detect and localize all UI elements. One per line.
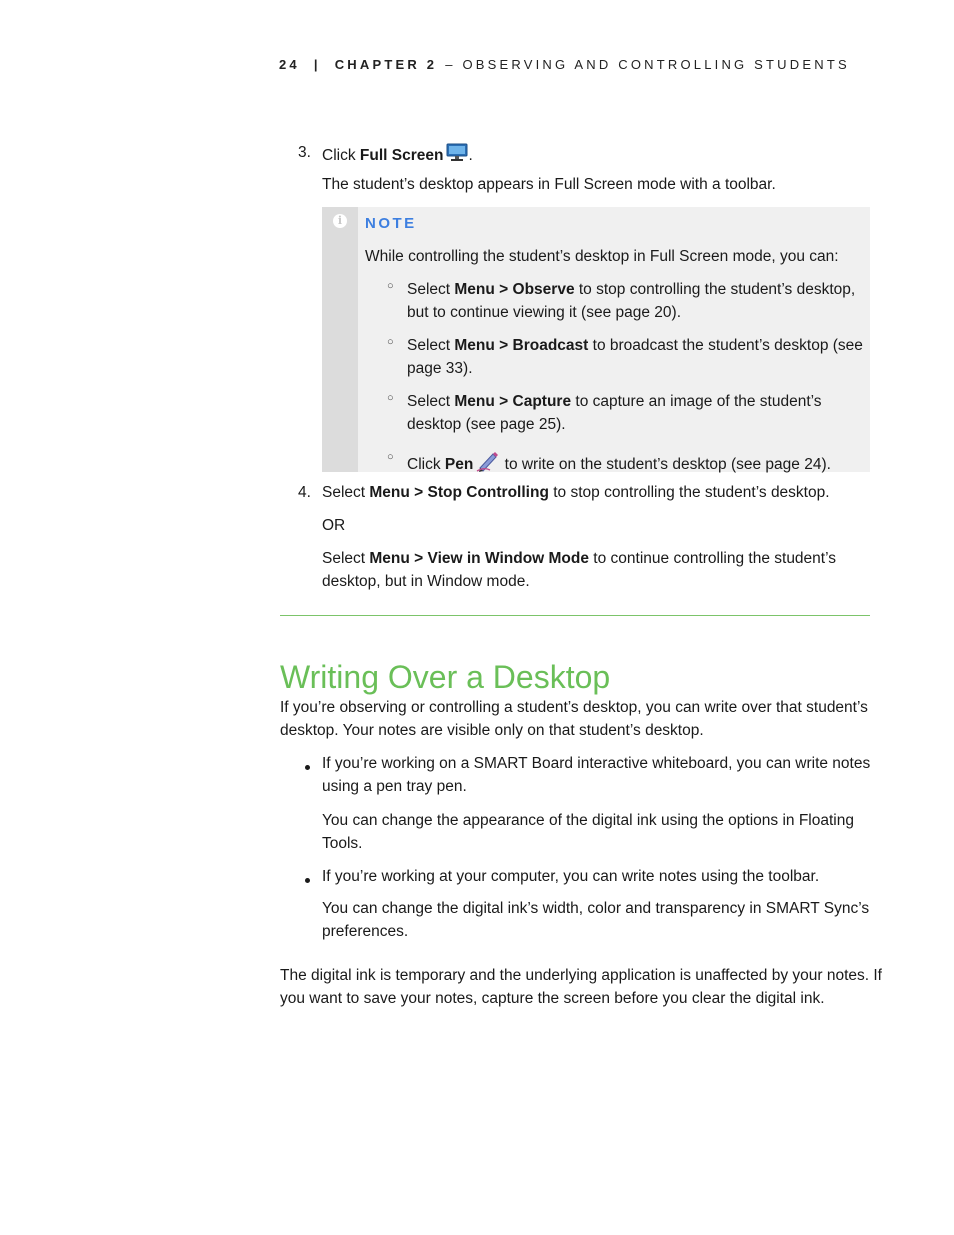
note-title: NOTE: [365, 215, 417, 232]
bullet-smart-board-detail: [322, 809, 854, 855]
step-3-instruction: [322, 143, 473, 167]
step-4-alt-command: Menu > View in Window Mode: [369, 550, 589, 567]
pen-icon: [476, 450, 500, 472]
bullet-smart-board: [322, 752, 870, 798]
bullet-detail: You can change the digital ink’s width, color and transparency in SMART Sync’s: [322, 900, 870, 917]
note-item-observe: [407, 278, 855, 324]
note-item-marker: ○: [387, 336, 394, 348]
note-item-command: Menu > Capture: [454, 393, 572, 410]
step-3-result: The student’s desktop appears in Full Screen mode with a toolbar.: [322, 176, 776, 193]
bullet-computer-detail: [322, 897, 869, 943]
bullet-text-cont: using a pen tray pen.: [322, 778, 467, 795]
monitor-icon: [446, 143, 468, 161]
chapter-title: – OBSERVING AND CONTROLLING STUDENTS: [445, 57, 850, 72]
note-item-prefix: Select: [407, 337, 455, 354]
step-3-suffix: .: [468, 147, 473, 164]
note-item-command: Menu > Observe: [454, 281, 575, 298]
bullet-detail: You can change the appearance of the digital ink using the options in Floating: [322, 812, 854, 829]
note-item-prefix: Select: [407, 281, 455, 298]
note-intro: While controlling the student’s desktop in Full Screen mode, you can:: [365, 248, 839, 265]
section-intro: [280, 696, 868, 742]
note-sidebar: [322, 207, 358, 472]
section-title: Writing Over a Desktop: [280, 659, 611, 695]
section-outro: [280, 964, 882, 1010]
section-divider: [280, 615, 870, 616]
note-item-text: to stop controlling the student’s desktop,: [574, 281, 856, 298]
note-item-pen: [407, 450, 831, 476]
step-4-prefix: Select: [322, 484, 370, 501]
step-3-prefix: Click: [322, 147, 360, 164]
step-4-instruction: [322, 481, 830, 504]
step-4-alt-prefix: Select: [322, 550, 370, 567]
note-item-prefix: Click: [407, 456, 445, 473]
note-item-marker: ○: [387, 392, 394, 404]
note-item-broadcast: [407, 334, 863, 380]
step-3-number: 3.: [298, 144, 311, 161]
page-header: [279, 57, 850, 72]
note-item-text: to write on the student’s desktop (see page 24).: [500, 456, 831, 473]
section-intro-line: desktop. Your notes are visible only on that student’s desktop.: [280, 722, 704, 739]
step-4-or: OR: [322, 517, 346, 534]
page-number: 24: [279, 57, 300, 72]
section-outro-line: you want to save your notes, capture the screen before you clear the digital ink.: [280, 990, 825, 1007]
bullet-marker: [305, 878, 310, 883]
info-icon: i: [333, 214, 347, 228]
note-item-text: to capture an image of the student’s: [571, 393, 822, 410]
bullet-marker: [305, 765, 310, 770]
step-4-alt-text-cont: desktop, but in Window mode.: [322, 573, 530, 590]
chapter-label: CHAPTER 2: [334, 57, 438, 72]
bullet-detail-cont: Tools.: [322, 835, 363, 852]
bullet-computer: If you’re working at your computer, you can write notes using the toolbar.: [322, 868, 820, 885]
note-item-command: Menu > Broadcast: [454, 337, 589, 354]
note-item-prefix: Select: [407, 393, 455, 410]
note-item-text-cont: page 33).: [407, 360, 473, 377]
bullet-detail-cont: preferences.: [322, 923, 409, 940]
step-4-alternative: [322, 547, 836, 593]
note-item-text: to broadcast the student’s desktop (see: [588, 337, 863, 354]
header-separator: |: [313, 57, 321, 72]
step-4-alt-text: to continue controlling the student’s: [589, 550, 837, 567]
note-item-text-cont: desktop (see page 25).: [407, 416, 566, 433]
step-3-full-screen-label: Full Screen: [359, 147, 444, 164]
note-item-capture: [407, 390, 822, 436]
step-4-number: 4.: [298, 484, 311, 501]
section-intro-line: If you’re observing or controlling a student’s desktop, you can write over that student’s: [280, 699, 868, 716]
section-outro-line: The digital ink is temporary and the underlying application is unaffected by your notes. If: [280, 967, 882, 984]
note-item-command: Pen: [444, 456, 474, 473]
note-item-marker: ○: [387, 451, 394, 463]
note-item-text-cont: but to continue viewing it (see page 20).: [407, 304, 682, 321]
step-4-text: to stop controlling the student’s desktop.: [548, 484, 830, 501]
bullet-text: If you’re working on a SMART Board interactive whiteboard, you can write notes: [322, 755, 871, 772]
step-4-command: Menu > Stop Controlling: [369, 484, 549, 501]
note-item-marker: ○: [387, 280, 394, 292]
